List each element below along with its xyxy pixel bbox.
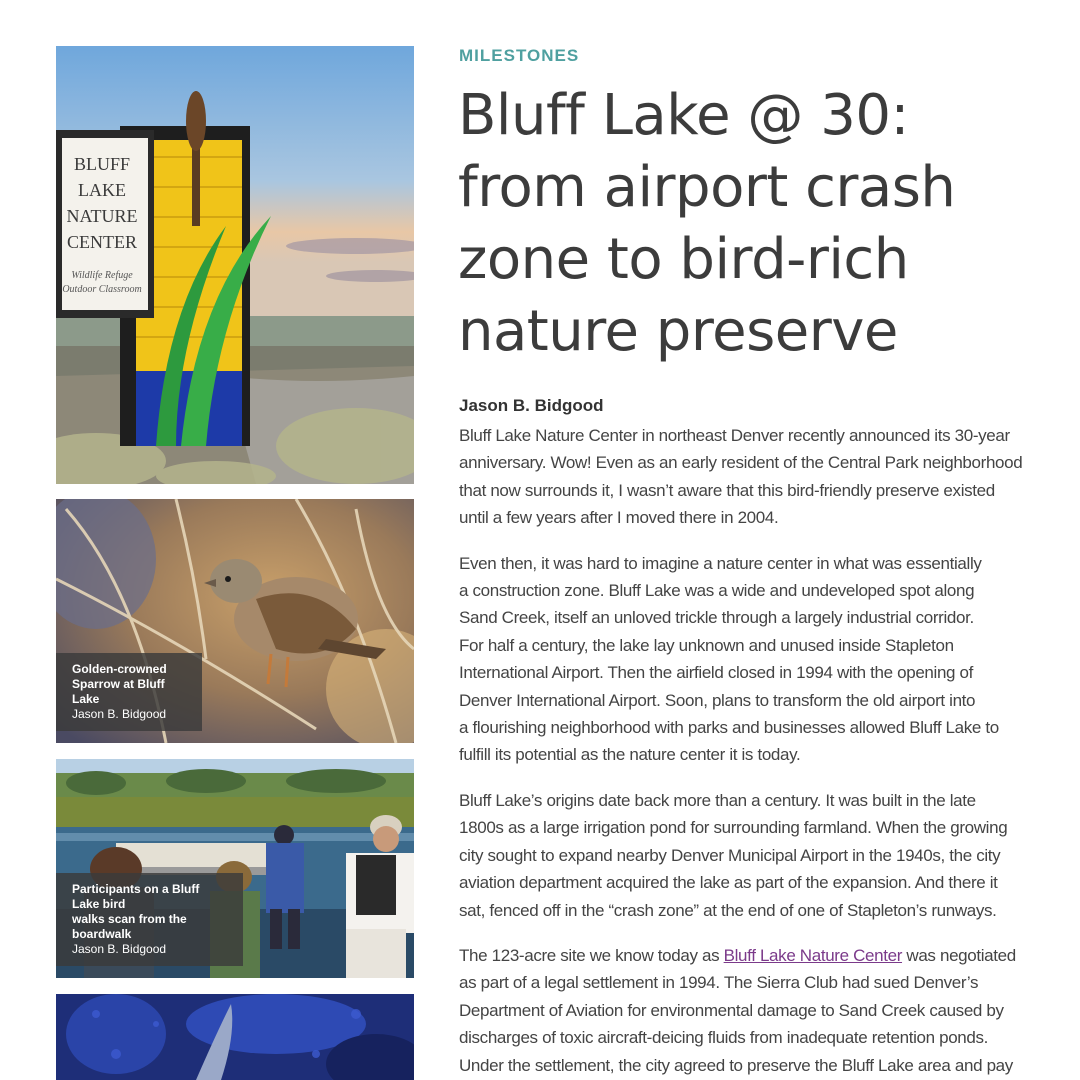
paragraph-line: discharges of toxic aircraft-deicing fluids from inadequate retention ponds. — [459, 1028, 989, 1048]
paragraph-line: Sand Creek, itself an unloved trickle through a largely industrial corridor. — [459, 608, 974, 628]
author-byline: Jason B. Bidgood — [459, 396, 604, 415]
title-line-1: Bluff Lake @ 30: — [458, 83, 909, 148]
paragraph-line: sat, fenced off in the “crash zone” at the end of one of Stapleton’s runways. — [459, 900, 997, 920]
caption-title-line-1: Participants on a Bluff Lake bird — [72, 882, 200, 911]
title-line-2: from airport crash — [458, 155, 956, 220]
sign-text-line-1: BLUFF — [73, 154, 131, 174]
caption-title-line-1: Golden-crowned — [72, 662, 167, 676]
sign-subtext-line-1: Wildlife Refuge — [71, 270, 133, 281]
title-line-3: zone to bird-rich — [458, 227, 909, 292]
article-body — [459, 422, 1049, 1080]
paragraph-line: Bluff Lake Nature Center in northeast Denver recently announced its 30-year — [459, 426, 1010, 445]
paragraph-line: Bluff Lake’s origins date back more than a century. It was built in the late — [459, 790, 976, 810]
paragraph-2 — [459, 550, 1049, 769]
caption-title-line-2: walks scan from the boardwalk — [72, 912, 187, 941]
paragraph-line: Even then, it was hard to imagine a nature center in what was essentially — [459, 553, 982, 573]
paragraph-line: anniversary. Wow! Even as an early resident of the Central Park neighborhood — [459, 453, 1023, 473]
paragraph-line: city sought to expand nearby Denver Municipal Airport in the 1940s, the city — [459, 845, 1001, 865]
paragraph-text: was negotiated — [902, 945, 1016, 965]
paragraph-line: Under the settlement, the city agreed to preserve the Bluff Lake area and pay — [459, 1055, 1013, 1075]
paragraph-text: The 123-acre site we know today as — [459, 945, 724, 965]
paragraph-line: until a few years after I moved there in 2004. — [459, 508, 779, 528]
article-title — [458, 80, 1018, 368]
sign-text-line-3: NATURE — [66, 206, 138, 226]
paragraph-line — [459, 942, 1049, 969]
paragraph-1 — [459, 422, 1049, 532]
caption-sparrow — [56, 653, 202, 731]
caption-bird-walk — [56, 873, 243, 966]
paragraph-line: a construction zone. Bluff Lake was a wide and undeveloped spot along — [459, 581, 975, 601]
paragraph-4 — [459, 942, 1049, 1079]
sign-text-line-2: LAKE — [78, 180, 126, 200]
paragraph-line: aviation department acquired the lake as part of the expansion. And there it — [459, 873, 998, 893]
paragraph-line: Department of Aviation for environmental damage to Sand Creek caused by — [459, 1000, 1004, 1020]
paragraph-3 — [459, 787, 1049, 924]
paragraph-line: 1800s as a large irrigation pond for surrounding farmland. When the growing — [459, 818, 1008, 838]
photo-bird-walk-boardwalk — [56, 759, 414, 978]
sign-subtext-line-2: Outdoor Classroom — [62, 284, 142, 295]
paragraph-line: fulfill its potential as the nature center it is today. — [459, 745, 801, 765]
paragraph-line: Denver International Airport. Soon, plans to transform the old airport into — [459, 690, 976, 710]
photo-nature-center-sign — [56, 46, 414, 484]
paragraph-line: that now surrounds it, I wasn’t aware that this bird-friendly preserve existed — [459, 480, 995, 500]
paragraph-line: International Airport. Then the airfield closed in 1994 with the opening of — [459, 663, 974, 683]
caption-credit: Jason B. Bidgood — [72, 942, 167, 956]
section-kicker: MILESTONES — [459, 46, 580, 65]
photo-blue-bird-partial — [56, 994, 414, 1080]
title-line-4: nature preserve — [458, 299, 898, 364]
caption-title-line-2: Sparrow at Bluff Lake — [72, 677, 165, 706]
photo-golden-crowned-sparrow — [56, 499, 414, 743]
bluff-lake-nature-center-link[interactable]: Bluff Lake Nature Center — [723, 945, 903, 965]
paragraph-line: For half a century, the lake lay unknown and unused inside Stapleton — [459, 635, 954, 655]
sign-text-line-4: CENTER — [67, 232, 137, 252]
paragraph-line: a flourishing neighborhood with parks and businesses allowed Bluff Lake to — [459, 718, 999, 738]
caption-credit: Jason B. Bidgood — [72, 707, 167, 721]
paragraph-line: as part of a legal settlement in 1994. The Sierra Club had sued Denver’s — [459, 973, 979, 993]
